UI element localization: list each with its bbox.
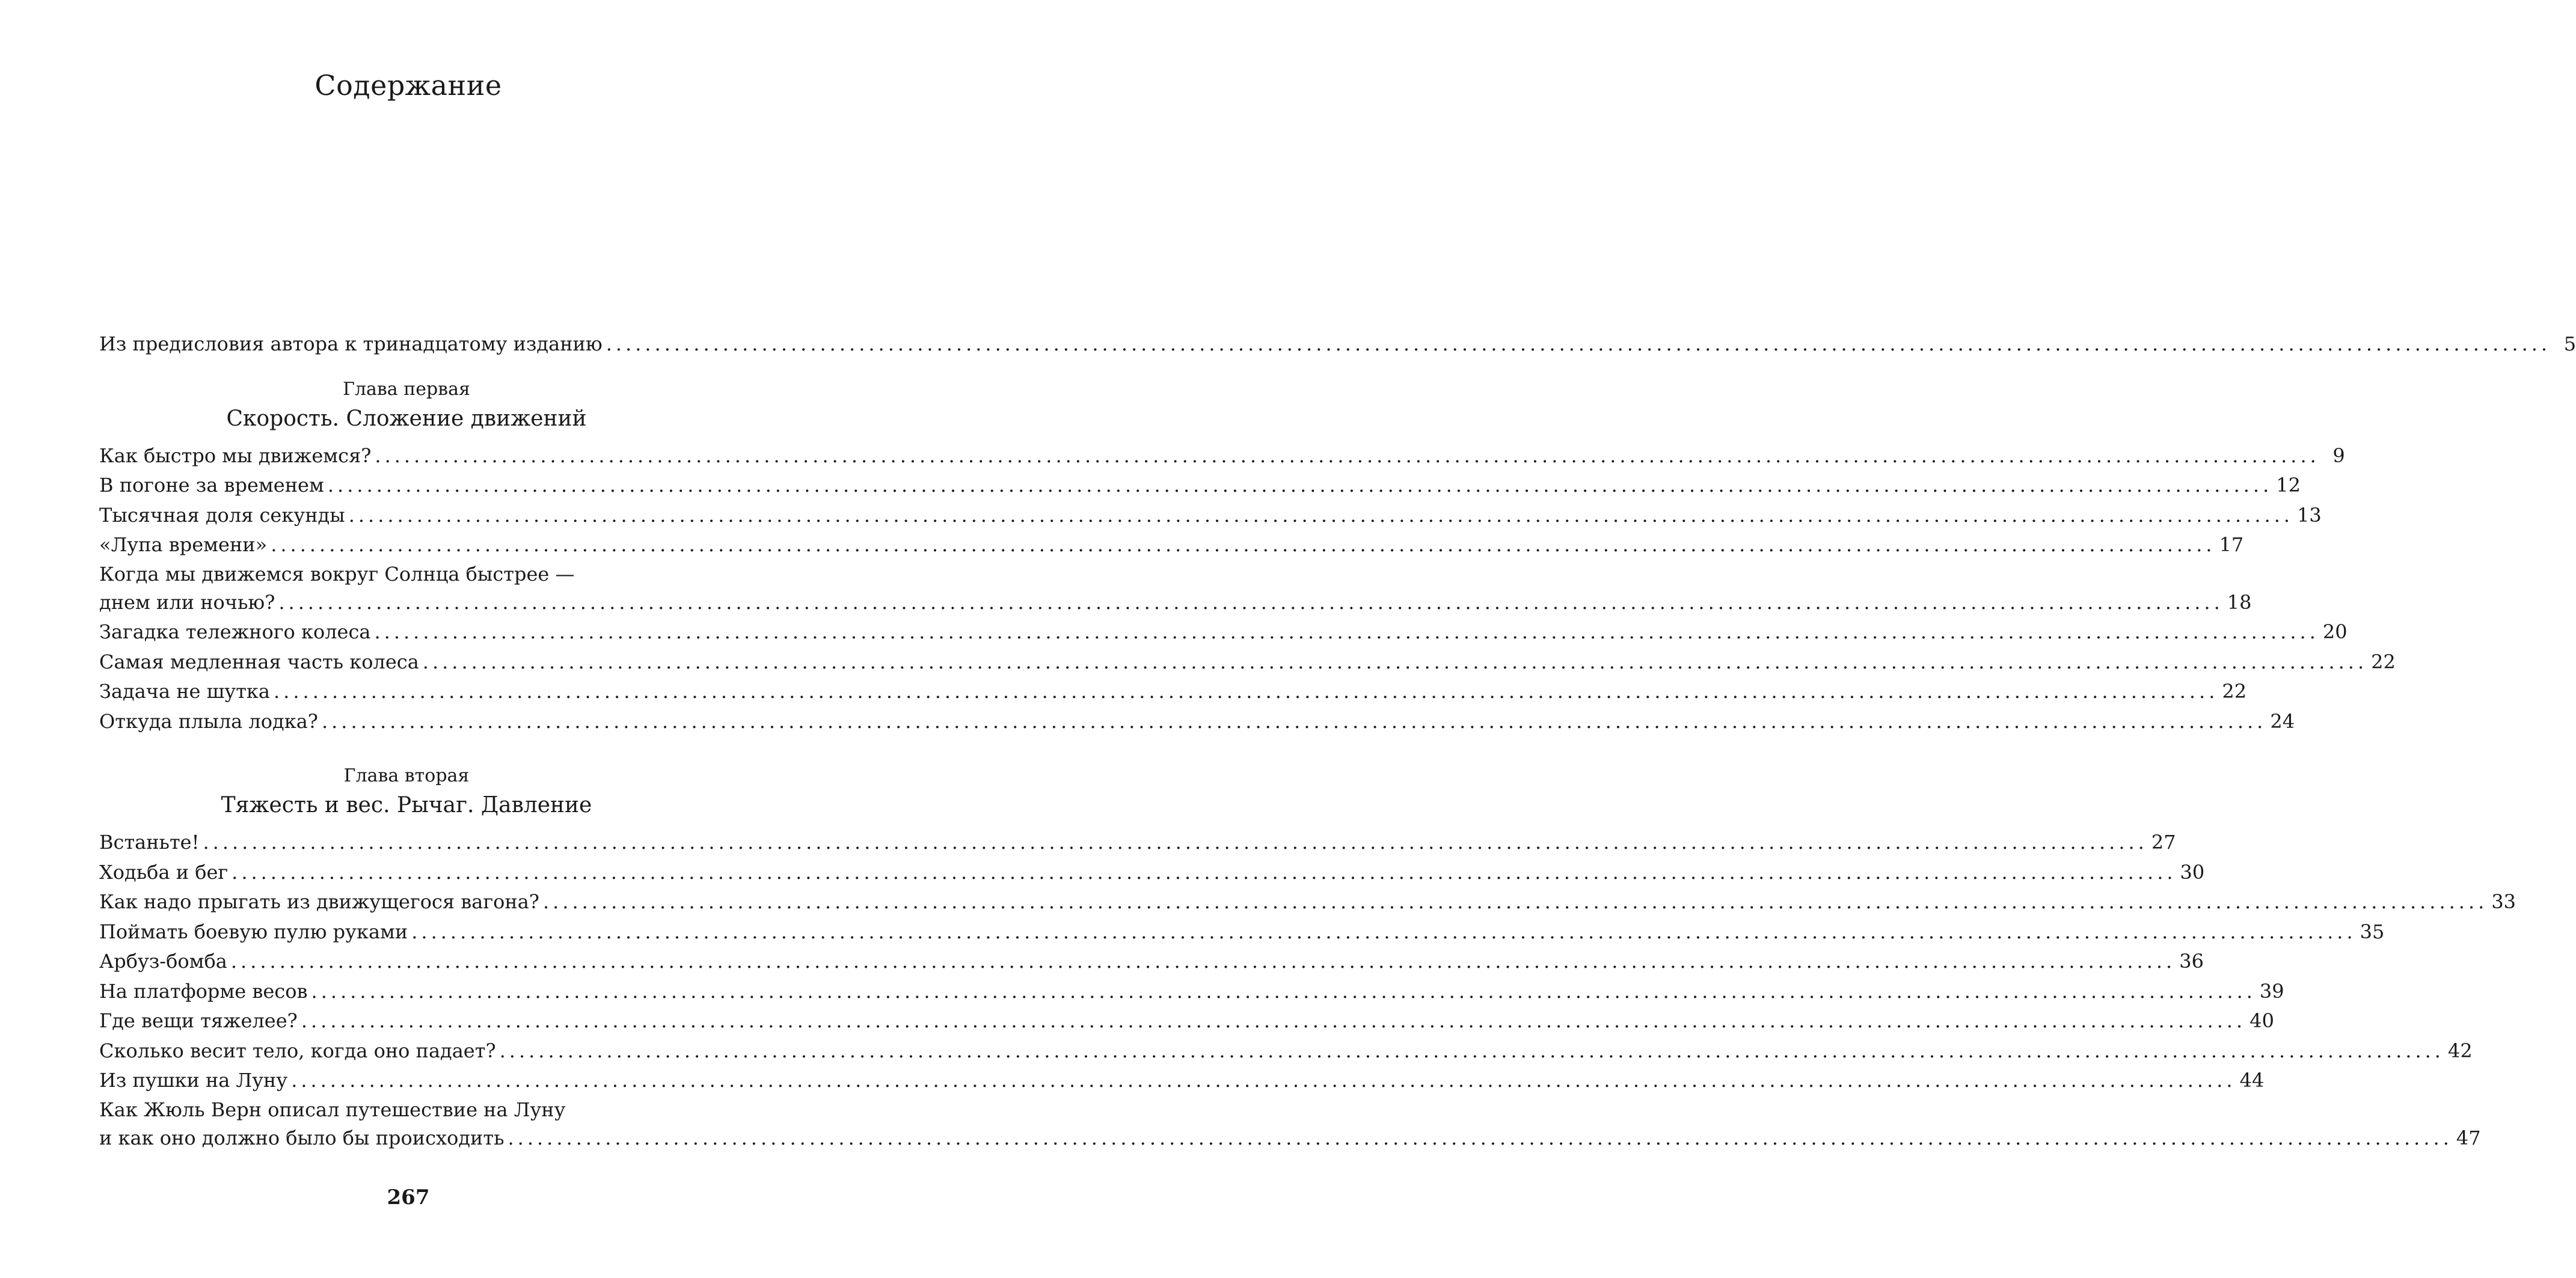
toc-entry-title: Тысячная доля секунды xyxy=(99,503,345,527)
dot-leader: ........................................................................................................................................................................................................ xyxy=(203,831,2148,854)
toc-entry-preface xyxy=(99,329,2576,359)
table-of-contents xyxy=(99,329,2576,1153)
toc-entry-title: «Лупа времени» xyxy=(99,533,268,556)
chapter-title: Тяжесть и вес. Рычаг. Давление xyxy=(221,793,592,818)
chapter-title: Скорость. Сложение движений xyxy=(226,406,587,431)
toc-entry xyxy=(99,858,2205,888)
toc-entry-page: 47 xyxy=(2456,1126,2481,1149)
toc-entry xyxy=(99,647,2396,677)
toc-entry xyxy=(99,828,2176,858)
dot-leader: ........................................................................................................................................................................................................ xyxy=(232,860,2177,884)
toc-entry xyxy=(99,1036,2473,1066)
toc-entry-page: 22 xyxy=(2371,650,2396,673)
dot-leader: ........................................................................................................................................................................................................ xyxy=(499,1039,2444,1062)
dot-leader: ........................................................................................................................................................................................................ xyxy=(374,620,2319,643)
toc-entry xyxy=(99,887,2516,917)
toc-entry xyxy=(99,1006,2274,1036)
toc-entry-page: 33 xyxy=(2491,890,2516,913)
toc-entry-page: 42 xyxy=(2447,1039,2473,1062)
toc-entry xyxy=(99,1124,2481,1154)
dot-leader: ........................................................................................................................................................................................................ xyxy=(542,890,2488,913)
toc-entry-title: Откуда плыла лодка? xyxy=(99,709,318,733)
dot-leader: ........................................................................................................................................................................................................ xyxy=(508,1126,2453,1149)
dot-leader: ........................................................................................................................................................................................................ xyxy=(321,709,2267,733)
toc-entry xyxy=(99,977,2284,1007)
toc-entry-page: 39 xyxy=(2259,979,2284,1003)
toc-entry-title: В погоне за временем xyxy=(99,474,324,497)
dot-leader: ........................................................................................................................................................................................................ xyxy=(278,590,2224,614)
dot-leader: ........................................................................................................................................................................................................ xyxy=(411,920,2357,943)
dot-leader: ........................................................................................................................................................................................................ xyxy=(301,1009,2246,1032)
toc-entry xyxy=(99,677,2247,707)
toc-entry-title: Загадка тележного колеса xyxy=(99,620,371,643)
toc-entry-page: 27 xyxy=(2151,831,2176,854)
toc-entry-title: Встаньте! xyxy=(99,831,200,854)
toc-entry-title: Как надо прыгать из движущегося вагона? xyxy=(99,890,539,913)
toc-entry xyxy=(99,707,2295,737)
chapter-heading xyxy=(99,763,714,822)
toc-entry-title-line1: Когда мы движемся вокруг Солнца быстрее — xyxy=(99,562,575,585)
chapter-label: Глава первая xyxy=(343,378,470,400)
toc-entry xyxy=(99,588,2252,618)
toc-entry xyxy=(99,917,2385,947)
dot-leader: ........................................................................................................................................................................................................ xyxy=(311,979,2256,1003)
toc-entry xyxy=(99,530,2244,560)
toc-entry-page: 12 xyxy=(2276,474,2301,497)
toc-entry-title: Из пушки на Луну xyxy=(99,1069,288,1092)
toc-entry-page: 13 xyxy=(2297,503,2322,527)
toc-entry-page: 44 xyxy=(2239,1069,2265,1092)
dot-leader: ........................................................................................................................................................................................................ xyxy=(271,533,2216,556)
toc-entry-title: Арбуз-бомба xyxy=(99,950,227,973)
toc-entry-page: 17 xyxy=(2219,533,2244,556)
toc-entry xyxy=(99,471,2301,501)
toc-entry-title: Где вещи тяжелее? xyxy=(99,1009,298,1032)
dot-leader: ........................................................................................................................................................................................................ xyxy=(348,503,2294,527)
toc-entry xyxy=(99,947,2204,977)
toc-entry xyxy=(99,1066,2265,1096)
toc-entry-title: Сколько весит тело, когда оно падает? xyxy=(99,1039,496,1062)
dot-leader: ........................................................................................................................................................................................................ xyxy=(422,650,2368,673)
toc-entry-title: На платформе весов xyxy=(99,979,308,1003)
dot-leader: ........................................................................................................................................................................................................ xyxy=(230,950,2176,973)
dot-leader: ........................................................................................................................................................................................................ xyxy=(327,474,2273,497)
toc-entry-title: Ходьба и бег xyxy=(99,860,228,884)
page-number: 267 xyxy=(387,1185,430,1209)
page-title: Содержание xyxy=(314,69,502,102)
dot-leader: ........................................................................................................................................................................................................ xyxy=(274,680,2219,703)
toc-entry-page: 35 xyxy=(2360,920,2385,943)
toc-entry-page: 22 xyxy=(2222,680,2247,703)
toc-entry-page: 20 xyxy=(2322,620,2348,643)
toc-entry-page: 5 xyxy=(2563,332,2576,355)
toc-entry-page: 9 xyxy=(2332,444,2345,467)
toc-entry-page: 36 xyxy=(2179,950,2204,973)
toc-entry-title: Как быстро мы движемся? xyxy=(99,444,372,467)
toc-entry-page: 30 xyxy=(2180,860,2205,884)
dot-leader: ........................................................................................................................................................................................................ xyxy=(375,444,2320,467)
toc-entry xyxy=(99,501,2322,531)
toc-entry-title: днем или ночью? xyxy=(99,590,275,614)
dot-leader: ........................................................................................................................................................................................................ xyxy=(291,1069,2236,1092)
dot-leader: ........................................................................................................................................................................................................ xyxy=(606,332,2551,355)
toc-entry-title: и как оно должно было бы происходить xyxy=(99,1126,504,1149)
toc-entry-page: 24 xyxy=(2270,709,2295,733)
toc-entry xyxy=(99,441,2345,471)
toc-entry-title: Из предисловия автора к тринадцатому изданию xyxy=(99,332,603,355)
toc-entry-title-line1: Как Жюль Верн описал путешествие на Луну xyxy=(99,1098,566,1121)
toc-entry-page: 18 xyxy=(2227,590,2252,614)
toc-entry-title: Самая медленная часть колеса xyxy=(99,650,419,673)
chapter-heading xyxy=(99,376,714,435)
toc-entry-title: Поймать боевую пулю руками xyxy=(99,920,408,943)
toc-entry-page: 40 xyxy=(2249,1009,2274,1032)
toc-entry xyxy=(99,617,2348,647)
toc-entry-title: Задача не шутка xyxy=(99,680,270,703)
chapter-label: Глава вторая xyxy=(343,765,470,786)
